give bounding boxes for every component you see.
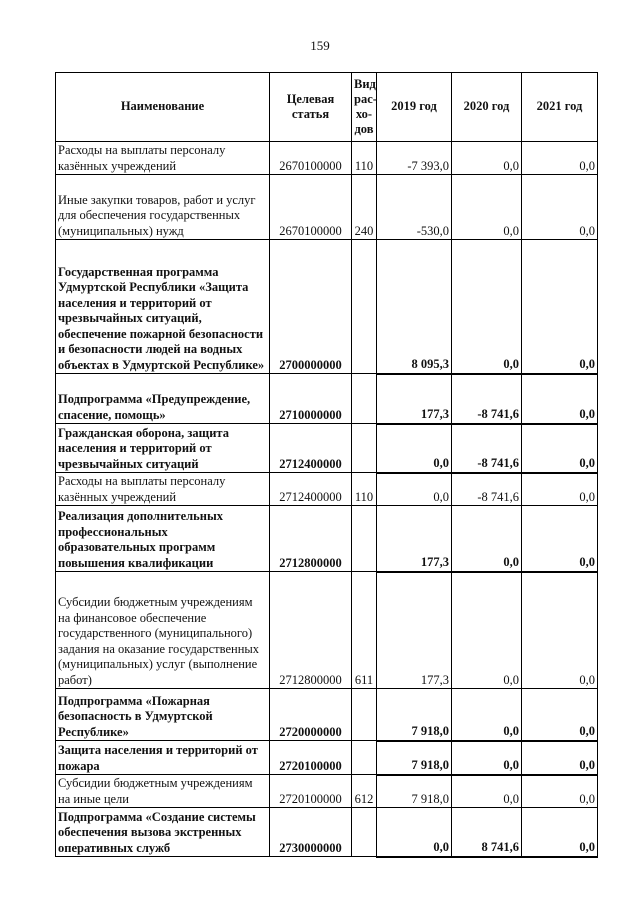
row-name: Реализация дополнительных профессиональных образовательных программ повышения квалификации	[56, 506, 270, 572]
row-2021: 0,0	[522, 775, 598, 808]
row-vid	[352, 741, 377, 775]
row-name: Иные закупки товаров, работ и услуг для обеспечения государственных (муниципальных) нужд	[56, 175, 270, 240]
row-name: Субсидии бюджетным учреждениям на финансовое обеспечение государственного (муниципального) задания на оказание государственных (муниципальных) услуг (выполнение работ)	[56, 572, 270, 689]
row-2021: 0,0	[522, 142, 598, 175]
header-2021: 2021 год	[522, 73, 598, 142]
row-name: Защита населения и территорий от пожара	[56, 741, 270, 775]
row-2020: 0,0	[452, 775, 522, 808]
header-code: Целевая статья	[270, 73, 352, 142]
budget-table	[55, 72, 598, 858]
header-name: Наименование	[56, 73, 270, 142]
row-2020: -8 741,6	[452, 424, 522, 473]
row-2019: 7 918,0	[377, 775, 452, 808]
row-vid	[352, 808, 377, 857]
table-row	[56, 374, 598, 424]
header-vid: Вид рас-хо-дов	[352, 73, 377, 142]
row-2019: 8 095,3	[377, 240, 452, 374]
row-2021: 0,0	[522, 689, 598, 741]
row-code: 2712800000	[270, 506, 352, 572]
row-2020: 0,0	[452, 741, 522, 775]
row-2019: -7 393,0	[377, 142, 452, 175]
table-row	[56, 175, 598, 240]
row-2020: 0,0	[452, 240, 522, 374]
row-code: 2730000000	[270, 808, 352, 857]
row-name: Гражданская оборона, защита населения и территорий от чрезвычайных ситуаций	[56, 424, 270, 473]
table-row	[56, 689, 598, 741]
row-2021: 0,0	[522, 506, 598, 572]
row-2021: 0,0	[522, 424, 598, 473]
row-vid	[352, 506, 377, 572]
table-row	[56, 240, 598, 374]
row-code: 2712400000	[270, 473, 352, 506]
row-code: 2670100000	[270, 175, 352, 240]
row-name: Подпрограмма «Создание системы обеспечения вызова экстренных оперативных служб	[56, 808, 270, 857]
row-2019: 7 918,0	[377, 741, 452, 775]
row-2021: 0,0	[522, 741, 598, 775]
header-2019: 2019 год	[377, 73, 452, 142]
row-name: Расходы на выплаты персоналу казённых учреждений	[56, 473, 270, 506]
table-row	[56, 808, 598, 857]
row-vid: 110	[352, 473, 377, 506]
row-name: Расходы на выплаты персоналу казённых учреждений	[56, 142, 270, 175]
row-code: 2712400000	[270, 424, 352, 473]
row-2019: 7 918,0	[377, 689, 452, 741]
row-2019: 177,3	[377, 572, 452, 689]
row-2021: 0,0	[522, 240, 598, 374]
row-code: 2712800000	[270, 572, 352, 689]
table-row	[56, 473, 598, 506]
row-name: Подпрограмма «Предупреждение, спасение, помощь»	[56, 374, 270, 424]
row-2021: 0,0	[522, 572, 598, 689]
row-2019: 0,0	[377, 424, 452, 473]
row-vid	[352, 424, 377, 473]
table-row	[56, 572, 598, 689]
page-number: 159	[310, 38, 330, 53]
row-vid	[352, 374, 377, 424]
row-code: 2720000000	[270, 689, 352, 741]
table-row	[56, 741, 598, 775]
table-row	[56, 424, 598, 473]
row-2019: 0,0	[377, 808, 452, 857]
row-code: 2720100000	[270, 775, 352, 808]
row-code: 2700000000	[270, 240, 352, 374]
row-2020: 0,0	[452, 506, 522, 572]
row-vid: 240	[352, 175, 377, 240]
row-2020: 8 741,6	[452, 808, 522, 857]
table-row	[56, 506, 598, 572]
header-2020: 2020 год	[452, 73, 522, 142]
table-header-row	[56, 73, 598, 142]
row-code: 2710000000	[270, 374, 352, 424]
row-2020: -8 741,6	[452, 374, 522, 424]
row-2021: 0,0	[522, 473, 598, 506]
row-2021: 0,0	[522, 175, 598, 240]
row-2019: 0,0	[377, 473, 452, 506]
row-vid	[352, 689, 377, 741]
row-code: 2670100000	[270, 142, 352, 175]
table-row	[56, 142, 598, 175]
row-vid: 612	[352, 775, 377, 808]
row-2019: 177,3	[377, 506, 452, 572]
row-vid: 611	[352, 572, 377, 689]
row-2021: 0,0	[522, 808, 598, 857]
row-code: 2720100000	[270, 741, 352, 775]
row-2020: 0,0	[452, 689, 522, 741]
table-row	[56, 775, 598, 808]
row-name: Субсидии бюджетным учреждениям на иные цели	[56, 775, 270, 808]
row-vid	[352, 240, 377, 374]
row-2019: 177,3	[377, 374, 452, 424]
row-2020: 0,0	[452, 175, 522, 240]
row-name: Государственная программа Удмуртской Республики «Защита населения и территорий от чрезвычайных ситуаций, обеспечение пожарной безопасности и безопасности людей на водных объектах в Удмуртской Республике»	[56, 240, 270, 374]
row-vid: 110	[352, 142, 377, 175]
row-2021: 0,0	[522, 374, 598, 424]
row-name: Подпрограмма «Пожарная безопасность в Удмуртской Республике»	[56, 689, 270, 741]
row-2020: -8 741,6	[452, 473, 522, 506]
row-2020: 0,0	[452, 142, 522, 175]
row-2019: -530,0	[377, 175, 452, 240]
row-2020: 0,0	[452, 572, 522, 689]
